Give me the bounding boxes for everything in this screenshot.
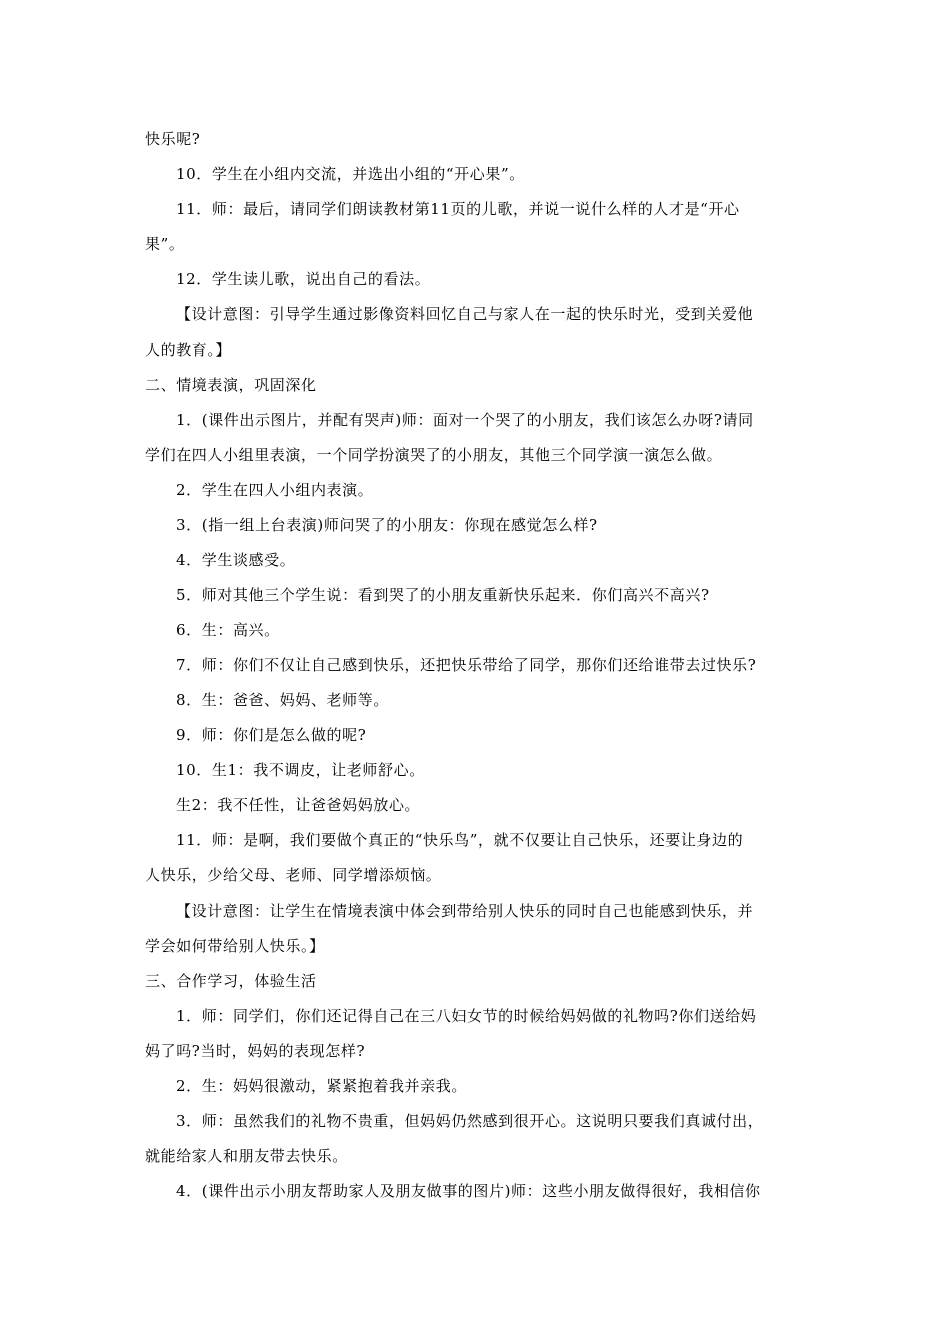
text-line: 3．(指一组上台表演)师问哭了的小朋友：你现在感觉怎么样? xyxy=(176,516,598,534)
text-line: 11．师：是啊，我们要做个真正的“快乐鸟”，就不仅要让自己快乐，还要让身边的 xyxy=(176,831,744,849)
text-line: 6．生：高兴。 xyxy=(176,621,280,639)
text-line: 学们在四人小组里表演，一个同学扮演哭了的小朋友，其他三个同学演一演怎么做。 xyxy=(145,446,723,464)
design-intent-note: 学会如何带给别人快乐。】 xyxy=(145,937,325,955)
text-line: 就能给家人和朋友带去快乐。 xyxy=(145,1147,348,1165)
text-line: 2．生：妈妈很激动，紧紧抱着我并亲我。 xyxy=(176,1077,467,1095)
text-line: 妈了吗?当时，妈妈的表现怎样? xyxy=(145,1042,366,1060)
text-line: 10．生1：我不调皮，让老师舒心。 xyxy=(176,761,425,779)
design-intent-note: 【设计意图：引导学生通过影像资料回忆自己与家人在一起的快乐时光，受到关爱他 xyxy=(176,305,754,323)
text-line: 果”。 xyxy=(145,235,185,253)
text-line: 1．师：同学们，你们还记得自己在三八妇女节的时候给妈妈做的礼物吗?你们送给妈 xyxy=(176,1007,757,1025)
text-line: 9．师：你们是怎么做的呢? xyxy=(176,726,367,744)
text-line: 11．师：最后，请同学们朗读教材第11页的儿歌，并说一说什么样的人才是“开心 xyxy=(176,200,740,218)
text-line: 1．(课件出示图片，并配有哭声)师：面对一个哭了的小朋友，我们该怎么办呀?请同 xyxy=(176,411,754,429)
text-line: 8．生：爸爸、妈妈、老师等。 xyxy=(176,691,389,709)
text-line: 3．师：虽然我们的礼物不贵重，但妈妈仍然感到很开心。这说明只要我们真诚付出， xyxy=(176,1112,764,1130)
text-line: 2．学生在四人小组内表演。 xyxy=(176,481,374,499)
text-line: 5．师对其他三个学生说：看到哭了的小朋友重新快乐起来．你们高兴不高兴? xyxy=(176,586,710,604)
text-line: 12．学生读儿歌，说出自己的看法。 xyxy=(176,270,431,288)
text-line: 快乐呢? xyxy=(145,130,201,148)
text-line: 4．学生谈感受。 xyxy=(176,551,296,569)
design-intent-note: 人的教育。】 xyxy=(145,341,232,359)
text-line: 生2：我不任性，让爸爸妈妈放心。 xyxy=(176,796,421,814)
design-intent-note: 【设计意图：让学生在情境表演中体会到带给别人快乐的同时自己也能感到快乐，并 xyxy=(176,902,754,920)
text-line: 7．师：你们不仅让自己感到快乐，还把快乐带给了同学，那你们还给谁带去过快乐? xyxy=(176,656,757,674)
text-line: 4．(课件出示小朋友帮助家人及朋友做事的图片)师：这些小朋友做得很好，我相信你 xyxy=(176,1182,761,1200)
section-heading: 二、情境表演，巩固深化 xyxy=(145,376,317,394)
section-heading: 三、合作学习，体验生活 xyxy=(145,972,317,990)
text-line: 人快乐，少给父母、老师、同学增添烦恼。 xyxy=(145,866,442,884)
text-line: 10．学生在小组内交流，并选出小组的“开心果”。 xyxy=(176,165,525,183)
